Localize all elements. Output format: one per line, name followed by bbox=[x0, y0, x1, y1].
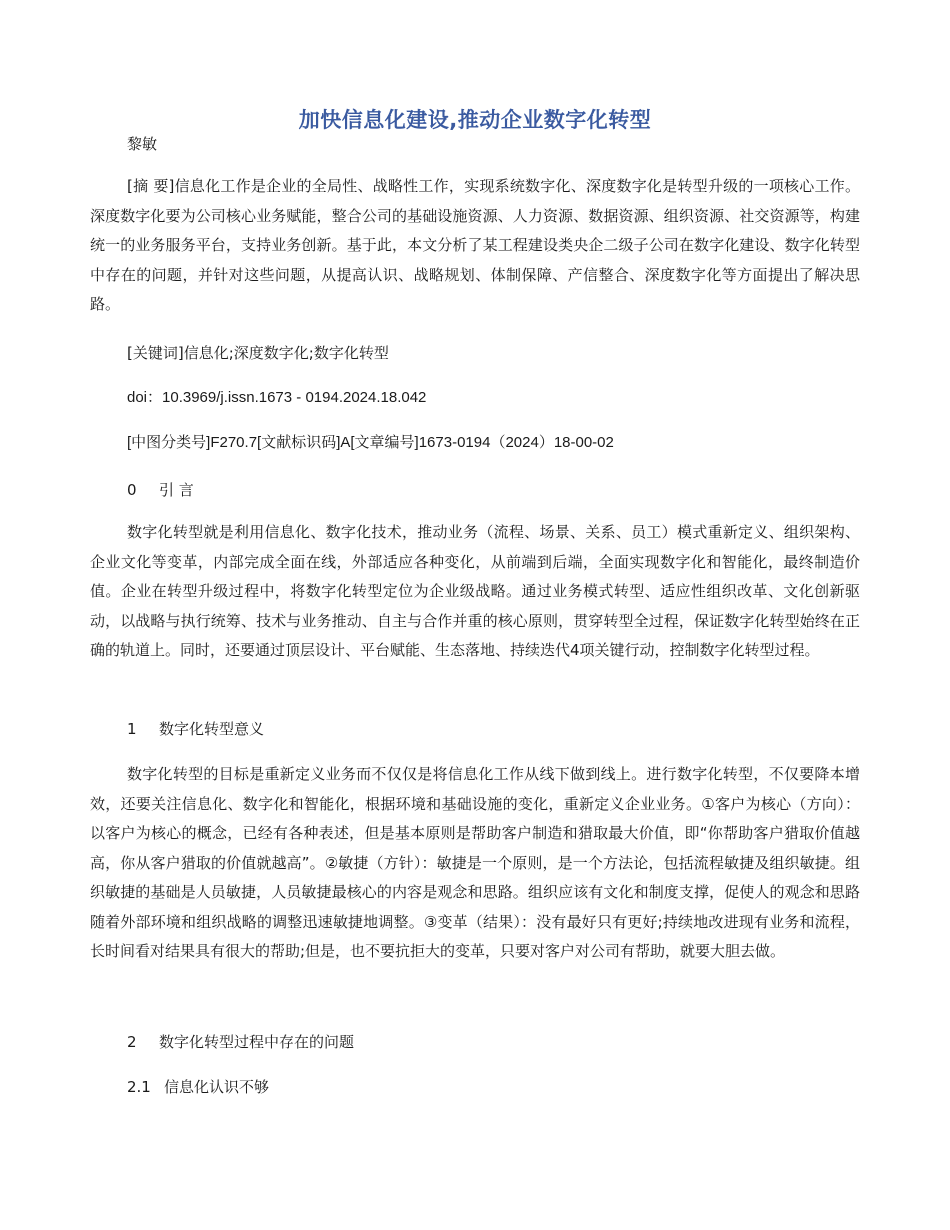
section-label: 引 言 bbox=[159, 481, 194, 499]
subsection-heading-awareness bbox=[127, 1077, 269, 1097]
abstract-paragraph: [摘 要]信息化工作是企业的全局性、战略性工作，实现系统数字化、深度数字化是转型升级的一项核心工作。深度数字化要为公司核心业务赋能，整合公司的基础设施资源、人力资源、数据资源、组织资源、社交资源等，构建统一的业务服务平台，支持业务创新。基于此，本文分析了某工程建设类央企二级子公司在数字化建设、数字化转型中存在的问题，并针对这些问题，从提高认识、战略规划、体制保障、产信整合、深度数字化等方面提出了解决思路。 bbox=[90, 177, 860, 313]
section-heading-problems bbox=[127, 1032, 354, 1052]
significance-paragraph: 数字化转型的目标是重新定义业务而不仅仅是将信息化工作从线下做到线上。进行数字化转型，不仅要降本增效，还要关注信息化、数字化和智能化，根据环境和基础设施的变化，重新定义企业业务。①客户为核心（方向）：以客户为核心的概念，已经有各种表述，但是基本原则是帮助客户制造和猎取最大价值，即“你帮助客户猎取价值越高，你从客户猎取的价值就越高”。②敏捷（方针）：敏捷是一个原则，是一个方法论，包括流程敏捷及组织敏捷。组织敏捷的基础是人员敏捷，人员敏捷最核心的内容是观念和思路。组织应该有文化和制度支撑，促使人的观念和思路随着外部环境和组织战略的调整迅速敏捷地调整。③变革（结果）：没有最好只有更好;持续地改进现有业务和流程，长时间看对结果具有很大的帮助;但是，也不要抗拒大的变革，只要对客户对公司有帮助，就要大胆去做。 bbox=[90, 765, 860, 960]
section-label: 数字化转型意义 bbox=[159, 720, 265, 738]
section-number: 0 bbox=[127, 481, 137, 499]
section-number: 1 bbox=[127, 720, 137, 738]
section-label: 信息化认识不够 bbox=[164, 1078, 270, 1096]
keywords-line: [关键词]信息化;深度数字化;数字化转型 bbox=[127, 344, 389, 362]
doi-line: doi：10.3969/j.issn.1673 - 0194.2024.18.042 bbox=[127, 389, 427, 406]
section-label: 数字化转型过程中存在的问题 bbox=[159, 1033, 355, 1051]
classification-line: [中图分类号]F270.7[文献标识码]A[文章编号]1673-0194（2024）18-00-02 bbox=[127, 434, 614, 451]
section-number: 2 bbox=[127, 1033, 137, 1051]
intro-paragraph: 数字化转型就是利用信息化、数字化技术，推动业务（流程、场景、关系、员工）模式重新定义、组织架构、企业文化等变革，内部完成全面在线，外部适应各种变化，从前端到后端，全面实现数字化和智能化，最终制造价值。企业在转型升级过程中，将数字化转型定位为企业级战略。通过业务模式转型、适应性组织改革、文化创新驱动，以战略与执行统筹、技术与业务推动、自主与合作并重的核心原则，贯穿转型全过程，保证数字化转型始终在正确的轨道上。同时，还要通过顶层设计、平台赋能、生态落地、持续迭代4项关键行动，控制数字化转型过程。 bbox=[90, 523, 860, 659]
section-heading-significance bbox=[127, 719, 264, 739]
author-name: 黎敏 bbox=[127, 135, 158, 153]
section-number: 2.1 bbox=[127, 1078, 151, 1096]
article-title: 加快信息化建设,推动企业数字化转型 bbox=[298, 108, 652, 132]
section-heading-intro bbox=[127, 480, 194, 500]
